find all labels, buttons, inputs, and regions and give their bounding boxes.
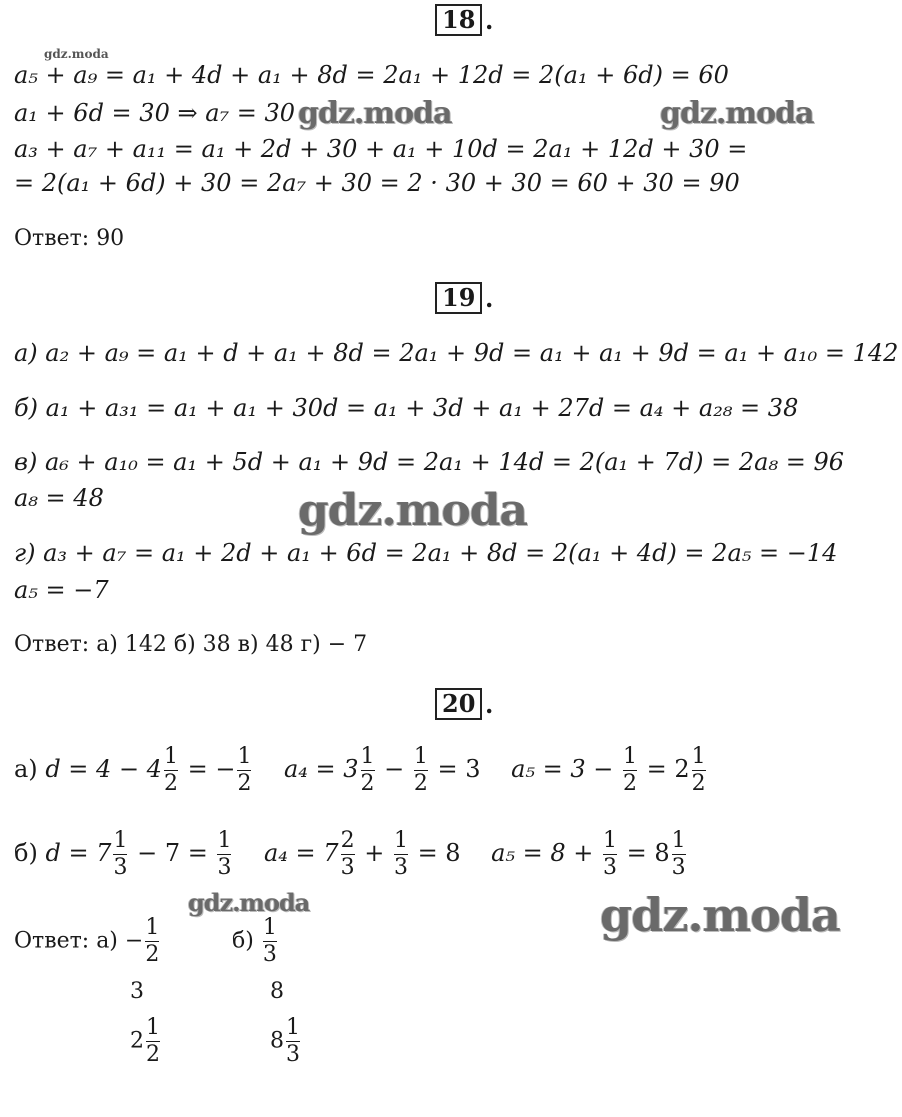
watermark: gdz.moda bbox=[660, 96, 814, 131]
p19-b: б) a₁ + a₃₁ = a₁ + a₁ + 30d = a₁ + 3d + a₁ + 27d = a₄ + a₂₈ = 38 bbox=[14, 394, 799, 422]
number-dot: . bbox=[485, 6, 494, 35]
p19-a: а) a₂ + a₉ = a₁ + d + a₁ + 8d = 2a₁ + 9d = a₁ + a₁ + 9d = a₁ + a₁₀ = 142 bbox=[14, 339, 899, 367]
watermark: gdz.moda bbox=[298, 96, 452, 131]
p19-g-result: a₅ = −7 bbox=[14, 576, 109, 604]
p19-answer: Ответ: а) 142 б) 38 в) 48 г) − 7 bbox=[14, 632, 368, 657]
watermark: gdz.moda bbox=[600, 888, 840, 942]
number-dot: . bbox=[485, 690, 494, 719]
number-dot: . bbox=[485, 284, 494, 313]
problem-number-20: 20 bbox=[435, 688, 482, 720]
p18-line-4: = 2(a₁ + 6d) + 30 = 2a₇ + 30 = 2 · 30 + 30 = 60 + 30 = 90 bbox=[14, 169, 740, 197]
watermark: gdz.moda bbox=[188, 888, 310, 917]
p20-b: б) d = 7 $\frac{1}{3}$ − 7 = $\frac{1}{3}$ a₄ = 7 $\frac{2}{3}$ + $\frac{1}{3}$ = 8 a₅ = 8 + $\frac{1}{3}$ = 8 $\frac{1}{3}$ bbox=[14, 828, 686, 880]
p20-answer-a: Ответ: а) − $\frac{1}{2}$ bbox=[14, 915, 160, 967]
problem-number-18: 18 bbox=[435, 4, 482, 36]
p20-answer-a4: 3 bbox=[130, 979, 144, 1004]
watermark-small: gdz.moda bbox=[44, 47, 109, 61]
watermark: gdz.moda bbox=[298, 485, 528, 536]
p18-line-3: a₃ + a₇ + a₁₁ = a₁ + 2d + 30 + a₁ + 10d = 2a₁ + 12d + 30 = bbox=[14, 135, 748, 163]
p18-line-1: a₅ + a₉ = a₁ + 4d + a₁ + 8d = 2a₁ + 12d = 2(a₁ + 6d) = 60 bbox=[14, 61, 729, 89]
p20-answer-b: б) $\frac{1}{3}$ bbox=[232, 915, 277, 967]
p19-v: в) a₆ + a₁₀ = a₁ + 5d + a₁ + 9d = 2a₁ + 14d = 2(a₁ + 7d) = 2a₈ = 96 bbox=[14, 448, 845, 476]
p20-answer-b4: 8 bbox=[270, 979, 284, 1004]
p18-answer: Ответ: 90 bbox=[14, 226, 125, 251]
p20-a: а) d = 4 − 4 $\frac{1}{2}$ = − $\frac{1}{2}$ a₄ = 3 $\frac{1}{2}$ − $\frac{1}{2}$ = 3 a₅ = 3 − $\frac{1}{2}$ = 2 $\frac{1}{2}$ bbox=[14, 744, 706, 796]
p18-line-2: a₁ + 6d = 30 ⇒ a₇ = 30 bbox=[14, 99, 296, 127]
p20-answer-b5: 8 $\frac{1}{3}$ bbox=[270, 1015, 300, 1067]
problem-number-19: 19 bbox=[435, 282, 482, 314]
p20-answer-a5: 2 $\frac{1}{2}$ bbox=[130, 1015, 160, 1067]
p19-g: г) a₃ + a₇ = a₁ + 2d + a₁ + 6d = 2a₁ + 8d = 2(a₁ + 4d) = 2a₅ = −14 bbox=[14, 539, 838, 567]
p19-v-result: a₈ = 48 bbox=[14, 484, 104, 512]
